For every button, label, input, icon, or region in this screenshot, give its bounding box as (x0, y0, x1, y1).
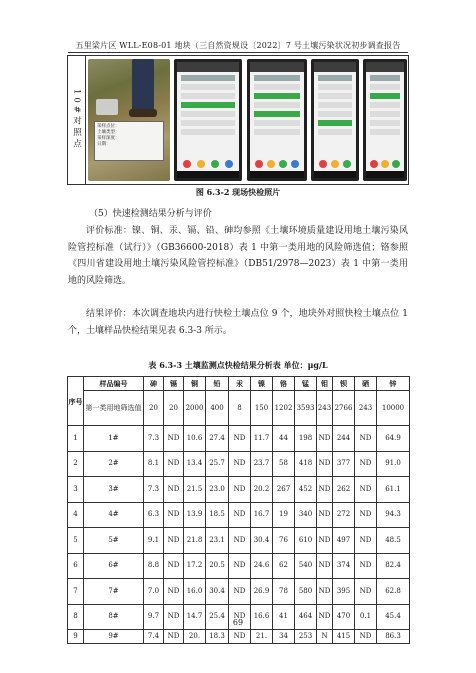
table-cell: 4 (68, 502, 84, 528)
table-cell: 452 (295, 477, 317, 503)
table-cell: 8 (229, 391, 251, 426)
table-cell: ND (355, 426, 377, 452)
table-cell: 76 (273, 528, 295, 554)
table-cell: ND (317, 477, 333, 503)
card-line: 土壤类型： (97, 130, 120, 135)
table-cell: 272 (333, 502, 355, 528)
table-cell: 21.8 (184, 528, 206, 554)
analyzer-screen-photo-3 (311, 59, 359, 181)
table-cell: ND (164, 502, 184, 528)
table-row (68, 451, 410, 477)
table-cell: ND (229, 604, 251, 630)
table-cell: ND (355, 630, 377, 644)
table-cell: ND (229, 426, 251, 452)
header-cell: 序号 (68, 377, 84, 426)
figure-caption: 图 6.3-2 现场快检照片 (195, 187, 281, 197)
table-cell: 23.1 (206, 528, 229, 554)
table-cell: 464 (295, 604, 317, 630)
table-cell: 7 (68, 579, 84, 605)
analyzer-screen-photo-4 (363, 59, 407, 181)
table-cell: 30.4 (251, 528, 273, 554)
table-cell: 62.8 (377, 579, 410, 605)
table-cell: ND (229, 502, 251, 528)
table-cell: 418 (295, 451, 317, 477)
field-shoe-shape (129, 109, 157, 117)
table-row (68, 528, 410, 554)
table-cell: 377 (333, 451, 355, 477)
table-cell: 17.2 (184, 553, 206, 579)
photo-label-cell (68, 56, 86, 184)
table-cell: 580 (295, 579, 317, 605)
header-rule (68, 52, 408, 53)
table-cell: 3593 (295, 391, 317, 426)
table-cell: ND (229, 579, 251, 605)
table-cell: 27.4 (206, 426, 229, 452)
table-cell: ND (229, 477, 251, 503)
table-cell: 9# (84, 630, 144, 644)
card-line: 日期： (97, 142, 111, 147)
table-cell: 13.4 (184, 451, 206, 477)
table-cell: ND (164, 451, 184, 477)
table-cell: 14.7 (184, 604, 206, 630)
table-cell: N (317, 630, 333, 644)
analyzer-screen (250, 62, 304, 178)
table-cell: 58 (273, 451, 295, 477)
table-cell: 415 (333, 630, 355, 644)
table-row (68, 579, 410, 605)
table-row (68, 477, 410, 503)
table-cell: 198 (295, 426, 317, 452)
table-cell: 8# (84, 604, 144, 630)
screening-value-row (68, 391, 410, 426)
analyzer-screen (366, 62, 404, 178)
table-cell: ND (164, 426, 184, 452)
table-row (68, 502, 410, 528)
table-cell: 253 (295, 630, 317, 644)
section-subheading: （5）快速检测结果分析与评价 (89, 209, 212, 219)
evaluation-standard-paragraph: 评价标准：镍、铜、汞、镉、铅、砷均参照《土壤环境质量建设用地土壤污染风险管控标准（试行）》（GB36600-2018）表 1 中第一类用地的风险筛选值；铬参照《四川省建设用地土壤污染风险管控标准》（DB51/2978—2023）表 1 中第一类用地的风险筛选。 (68, 226, 408, 286)
table-cell: 7.0 (144, 579, 164, 605)
field-legs-shape (132, 59, 154, 111)
table-cell: 8 (68, 604, 84, 630)
table-cell: 45.4 (377, 604, 410, 630)
table-cell: ND (164, 630, 184, 644)
field-photo (88, 59, 170, 181)
table-cell: 19 (273, 502, 295, 528)
table-cell: 3# (84, 477, 144, 503)
table-cell: 62 (273, 553, 295, 579)
table-cell: 8.8 (144, 553, 164, 579)
table-cell: ND (317, 451, 333, 477)
header-cell: 钼 (317, 377, 333, 391)
table-cell: 11.7 (251, 426, 273, 452)
table-cell: 6 (68, 553, 84, 579)
table-row (68, 553, 410, 579)
table-cell: 18.5 (206, 502, 229, 528)
table-cell: 7.3 (144, 477, 164, 503)
table-cell: 26.9 (251, 579, 273, 605)
table-caption: 表 6.3-3 土壤监测点快检结果分析表 单位：μg/L (148, 360, 328, 370)
table-cell: 8.1 (144, 451, 164, 477)
table-cell: 610 (295, 528, 317, 554)
table-cell: 25.7 (206, 451, 229, 477)
sample-bag-shape (96, 99, 118, 115)
table-cell: 400 (206, 391, 229, 426)
table-cell: 2# (84, 451, 144, 477)
analyzer-screen-photo-1 (174, 59, 242, 181)
table-cell: 10.6 (184, 426, 206, 452)
table-cell: 7# (84, 579, 144, 605)
table-cell: 16.7 (251, 502, 273, 528)
table-cell: 1 (68, 426, 84, 452)
table-cell: ND (355, 579, 377, 605)
header-cell: 铅 (206, 377, 229, 391)
table-cell: 540 (295, 553, 317, 579)
analyzer-screen-photo-2 (247, 59, 307, 181)
table-row (68, 630, 410, 644)
table-cell: ND (164, 528, 184, 554)
table-cell: 16.0 (184, 579, 206, 605)
table-cell: 7.3 (144, 426, 164, 452)
table-cell: 第一类用地筛选值 (84, 391, 144, 426)
table-cell: 64.9 (377, 426, 410, 452)
table-cell: 48.5 (377, 528, 410, 554)
table-cell: ND (317, 426, 333, 452)
table-cell: ND (164, 579, 184, 605)
header-cell: 镉 (164, 377, 184, 391)
table-header-row (68, 377, 410, 391)
table-cell: 21. (251, 630, 273, 644)
header-cell: 钡 (333, 377, 355, 391)
table-cell: ND (164, 604, 184, 630)
table-cell: 6.3 (144, 502, 164, 528)
table-cell: 18.3 (206, 630, 229, 644)
card-line: 采样点位： (97, 124, 120, 129)
table-cell: 30.4 (206, 579, 229, 605)
table-cell: 7.4 (144, 630, 164, 644)
table-cell: ND (164, 477, 184, 503)
soil-quick-test-table (67, 376, 410, 644)
header-cell: 汞 (229, 377, 251, 391)
table-cell: ND (355, 528, 377, 554)
table-cell: 78 (273, 579, 295, 605)
table-cell: ND (229, 630, 251, 644)
analyzer-screen (177, 62, 239, 178)
table-cell: 262 (333, 477, 355, 503)
table-cell: 61.1 (377, 477, 410, 503)
table-cell: 395 (333, 579, 355, 605)
table-cell: ND (229, 451, 251, 477)
table-cell: 470 (333, 604, 355, 630)
table-cell: ND (355, 502, 377, 528)
table-cell: 20.2 (251, 477, 273, 503)
table-cell: ND (164, 553, 184, 579)
page-header: 五里梁片区 WLL-E08-01 地块（三自然资规设〔2022〕7 号土壤污染状况初步调查报告 (75, 41, 401, 50)
table-cell: 4# (84, 502, 144, 528)
table-cell: 20 (164, 391, 184, 426)
table-cell: 34 (273, 630, 295, 644)
table-cell: 374 (333, 553, 355, 579)
table-cell: 82.4 (377, 553, 410, 579)
table-cell: 243 (355, 391, 377, 426)
table-cell: 13.9 (184, 502, 206, 528)
table-cell: ND (317, 604, 333, 630)
table-cell: 2 (68, 451, 84, 477)
header-cell: 镍 (251, 377, 273, 391)
header-cell: 铬 (273, 377, 295, 391)
analyzer-screen (314, 62, 356, 178)
header-cell: 锌 (377, 377, 410, 391)
photo-row-label: 10#对照点 (71, 89, 82, 151)
page-number: 69 (232, 618, 244, 627)
header-cell: 砷 (144, 377, 164, 391)
table-cell: 5 (68, 528, 84, 554)
table-cell: 3 (68, 477, 84, 503)
table-cell: 2000 (184, 391, 206, 426)
table-cell: 340 (295, 502, 317, 528)
table-cell: 21.5 (184, 477, 206, 503)
sample-label-card (94, 121, 164, 161)
table-cell: 23.7 (251, 451, 273, 477)
table-cell: 20 (144, 391, 164, 426)
table-cell: ND (317, 553, 333, 579)
table-cell: 9.1 (144, 528, 164, 554)
table-cell: 1202 (273, 391, 295, 426)
table-cell: ND (355, 451, 377, 477)
table-cell: 16.6 (251, 604, 273, 630)
table-cell: 25.4 (206, 604, 229, 630)
table-cell: ND (317, 502, 333, 528)
table-cell: 9 (68, 630, 84, 644)
table-cell: 267 (273, 477, 295, 503)
table-cell: 1# (84, 426, 144, 452)
card-line: 采样深度： (97, 136, 120, 141)
evaluation-result-paragraph: 结果评价：本次调查地块内进行快检土壤点位 9 个，地块外对照快检土壤点位 1 个，土壤样品快检结果见表 6.3-3 所示。 (68, 309, 408, 336)
table-cell: 91.0 (377, 451, 410, 477)
table-cell: 5# (84, 528, 144, 554)
header-cell: 锰 (295, 377, 317, 391)
table-cell: ND (229, 528, 251, 554)
header-cell: 硒 (355, 377, 377, 391)
table-cell: 86.3 (377, 630, 410, 644)
table-cell: 24.6 (251, 553, 273, 579)
header-cell: 样品编号 (84, 377, 144, 391)
table-cell: 9.7 (144, 604, 164, 630)
table-cell: 44 (273, 426, 295, 452)
table-cell: 0.1 (355, 604, 377, 630)
table-cell: ND (355, 553, 377, 579)
table-cell: 41 (273, 604, 295, 630)
table-cell: ND (317, 579, 333, 605)
table-row (68, 426, 410, 452)
table-cell: 94.3 (377, 502, 410, 528)
header-cell: 铜 (184, 377, 206, 391)
table-cell: 6# (84, 553, 144, 579)
table-cell: 20.5 (206, 553, 229, 579)
table-cell: ND (229, 553, 251, 579)
table-cell: 243 (317, 391, 333, 426)
table-cell: 244 (333, 426, 355, 452)
table-body (68, 426, 410, 644)
table-cell: 20. (184, 630, 206, 644)
table-cell: 23.0 (206, 477, 229, 503)
photo-table (67, 55, 409, 185)
table-cell: ND (355, 477, 377, 503)
table-cell: 150 (251, 391, 273, 426)
table-cell: 497 (333, 528, 355, 554)
table-cell: 10000 (377, 391, 410, 426)
table-cell: ND (317, 528, 333, 554)
table-cell: 2766 (333, 391, 355, 426)
